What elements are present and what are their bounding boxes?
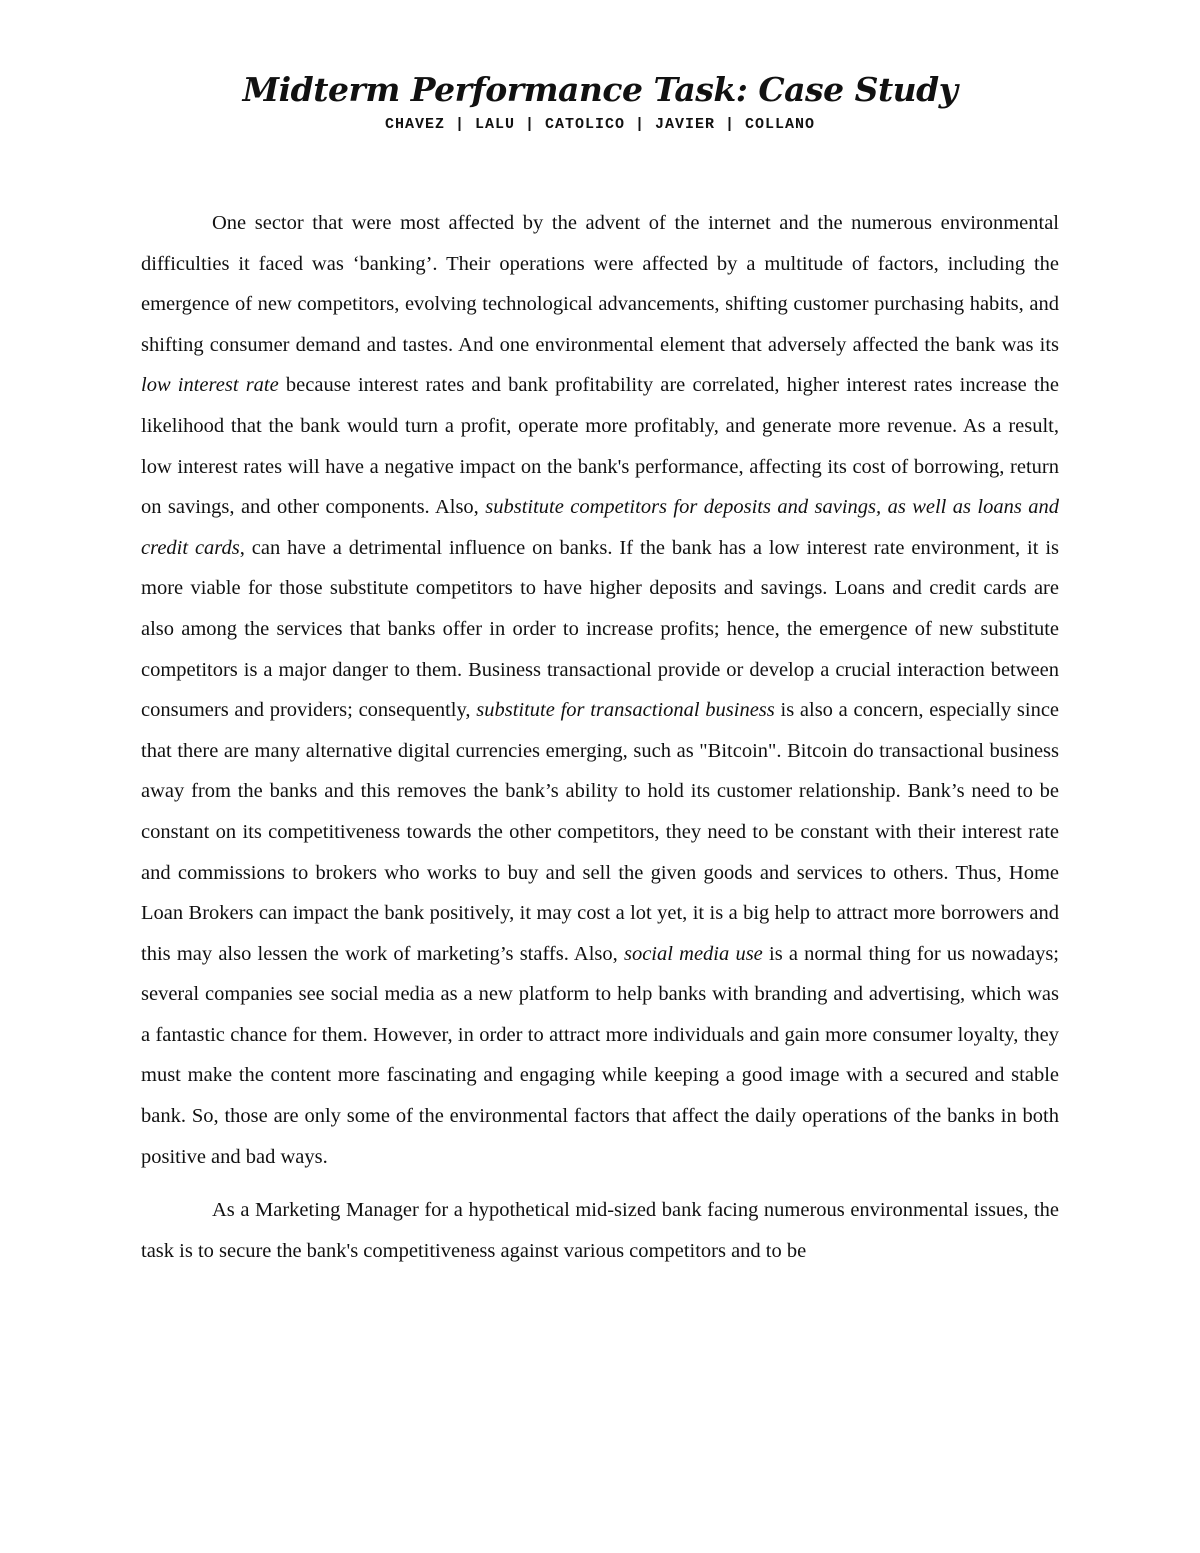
emphasis-social-media-use: social media use <box>623 942 763 965</box>
paragraph-marketing-manager: As a Marketing Manager for a hypothetical mid-sized bank facing numerous environmental issues, the task is to secure the bank's competitiveness against various competitors and to be <box>141 1199 1059 1262</box>
paragraph-text: One sector that were most affected by the advent of the internet and the numerous environmental difficulties it faced was ‘banking’. Their operations were affected by a multitude of factors, including the emergence of new competitors, evolving technological advancements, shifting customer purchasing habits, and shifting consumer demand and tastes. And one environmental element that adversely affected the bank was its <box>141 212 1059 356</box>
paragraph-text: is a normal thing for us nowadays; several companies see social media as a new platform to help banks with branding and advertising, which was a fantastic chance for them. However, in order to attract more individuals and gain more consumer loyalty, they must make the content more fascinating and engaging while keeping a good image with a secured and stable bank. So, those are only some of the environmental factors that affect the daily operations of the banks in both positive and bad ways. <box>141 942 1059 1168</box>
paragraph-text: because interest rates and bank profitability are correlated, higher interest rates increase the likelihood that the bank would turn a profit, operate more profitably, and generate more revenue. As a result, low interest rates will have a negative impact on the bank's performance, affecting its cost of borrowing, return on savings, and other components. Also, <box>141 374 1059 519</box>
emphasis-substitute-competitors: substitute competitors for deposits and savings, as well as loans and credit cards <box>141 496 1060 559</box>
paragraph-text: , can have a detrimental influence on banks. If the bank has a low interest rate environment, it is more viable for those substitute competitors to have higher deposits and savings. Loans and credit cards are also among the services that banks offer in order to increase profits; hence, the emergence of new substitute competitors is a major danger to them. Business transactional provide or develop a crucial interaction between consumers and providers; consequently, <box>141 536 1059 722</box>
emphasis-transactional-business: substitute for transactional business <box>476 699 775 722</box>
paragraph-environmental-factors <box>141 203 1059 1177</box>
document-title: Midterm Performance Task: Case Study <box>242 70 958 109</box>
paragraph-text: is also a concern, especially since that there are many alternative digital currencies emerging, such as "Bitcoin". Bitcoin do transactional business away from the banks and this removes the bank’s ability to hold its customer relationship. Bank’s need to be constant on its competitiveness towards the other competitors, they need to be constant with their interest rate and commissions to brokers who works to buy and sell the given goods and services to others. Thus, Home Loan Brokers can impact the bank positively, it may cost a lot yet, it is a big help to attract more borrowers and this may also lessen the work of marketing’s staffs. Also, <box>141 699 1060 965</box>
author-list: CHAVEZ | LALU | CATOLICO | JAVIER | COLLANO <box>384 116 816 133</box>
document-body <box>141 203 1059 1271</box>
emphasis-low-interest-rate: low interest rate <box>141 374 279 397</box>
